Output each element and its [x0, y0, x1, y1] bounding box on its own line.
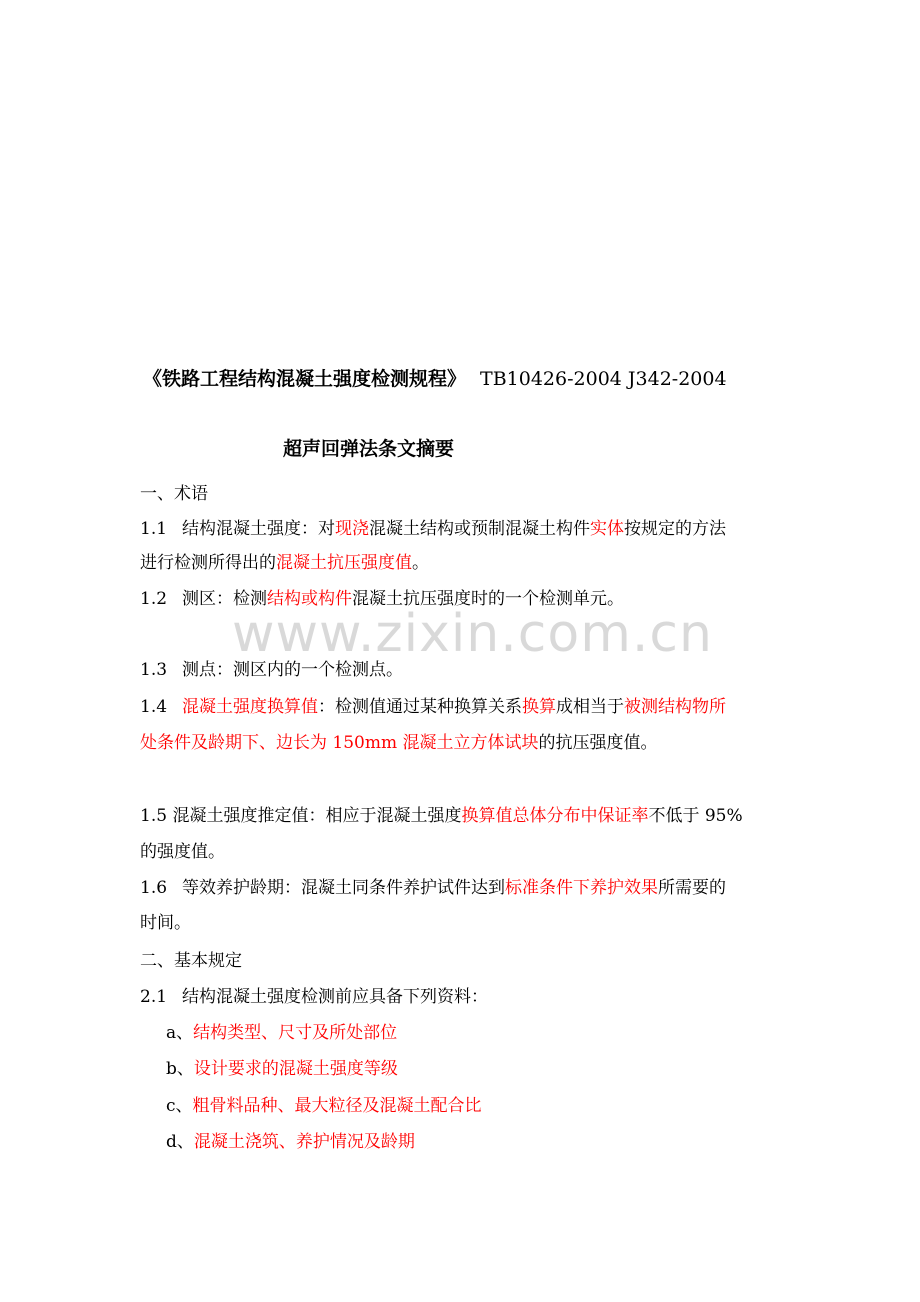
clause-2-1: 2.1 结构混凝土强度检测前应具备下列资料：	[140, 981, 785, 1014]
clause-number: 1.4	[140, 697, 168, 717]
clause-1-5-line-2: 的强度值。	[140, 842, 225, 862]
clause-number: 1.1	[140, 519, 168, 539]
list-marker: b、	[166, 1059, 194, 1079]
section-heading-terms: 一、术语	[140, 484, 208, 504]
list-item: d、混凝土浇筑、养护情况及龄期	[166, 1132, 415, 1152]
clause-number: 1.2	[140, 589, 168, 609]
clause-1-6-line-2: 时间。	[140, 913, 191, 933]
clause-number: 1.3	[140, 660, 168, 680]
clause-number: 2.1	[140, 987, 168, 1007]
list-marker: d、	[166, 1132, 194, 1152]
list-item: b、设计要求的混凝土强度等级	[166, 1059, 398, 1079]
title-code: TB10426-2004 J342-2004	[480, 368, 727, 390]
clause-1-6-line-1: 1.6 等效养护龄期：混凝土同条件养护试件达到标准条件下养护效果所需要的	[140, 872, 785, 905]
clause-1-2: 1.2 测区：检测结构或构件混凝土抗压强度时的一个检测单元。	[140, 583, 785, 616]
list-item: a、结构类型、尺寸及所处部位	[166, 1023, 398, 1043]
title-book: 《铁路工程结构混凝土强度检测规程》	[143, 368, 467, 390]
clause-number: 1.6	[140, 878, 168, 898]
section-heading-basic-rules: 二、基本规定	[140, 951, 242, 971]
list-marker: c、	[166, 1096, 193, 1116]
clause-1-5-line-1: 1.5 混凝土强度推定值：相应于混凝土强度换算值总体分布中保证率不低于 95%	[140, 806, 743, 826]
list-item: c、粗骨料品种、最大粒径及混凝土配合比	[166, 1096, 482, 1116]
document-subtitle: 超声回弹法条文摘要	[283, 438, 455, 460]
clause-1-1-line-1: 1.1 结构混凝土强度：对现浇混凝土结构或预制混凝土构件实体按规定的方法	[140, 513, 785, 546]
clause-1-1-line-2: 进行检测所得出的混凝土抗压强度值。	[140, 553, 429, 573]
clause-1-4-line-1: 1.4 混凝土强度换算值：检测值通过某种换算关系换算成相当于被测结构物所	[140, 691, 785, 724]
document-title	[143, 364, 843, 394]
clause-1-3: 1.3 测点：测区内的一个检测点。	[140, 654, 785, 687]
watermark: www.zixin.com.cn	[232, 604, 713, 664]
clause-1-4-line-2: 处条件及龄期下、边长为 150mm 混凝土立方体试块的抗压强度值。	[140, 733, 658, 753]
list-marker: a、	[166, 1023, 194, 1043]
